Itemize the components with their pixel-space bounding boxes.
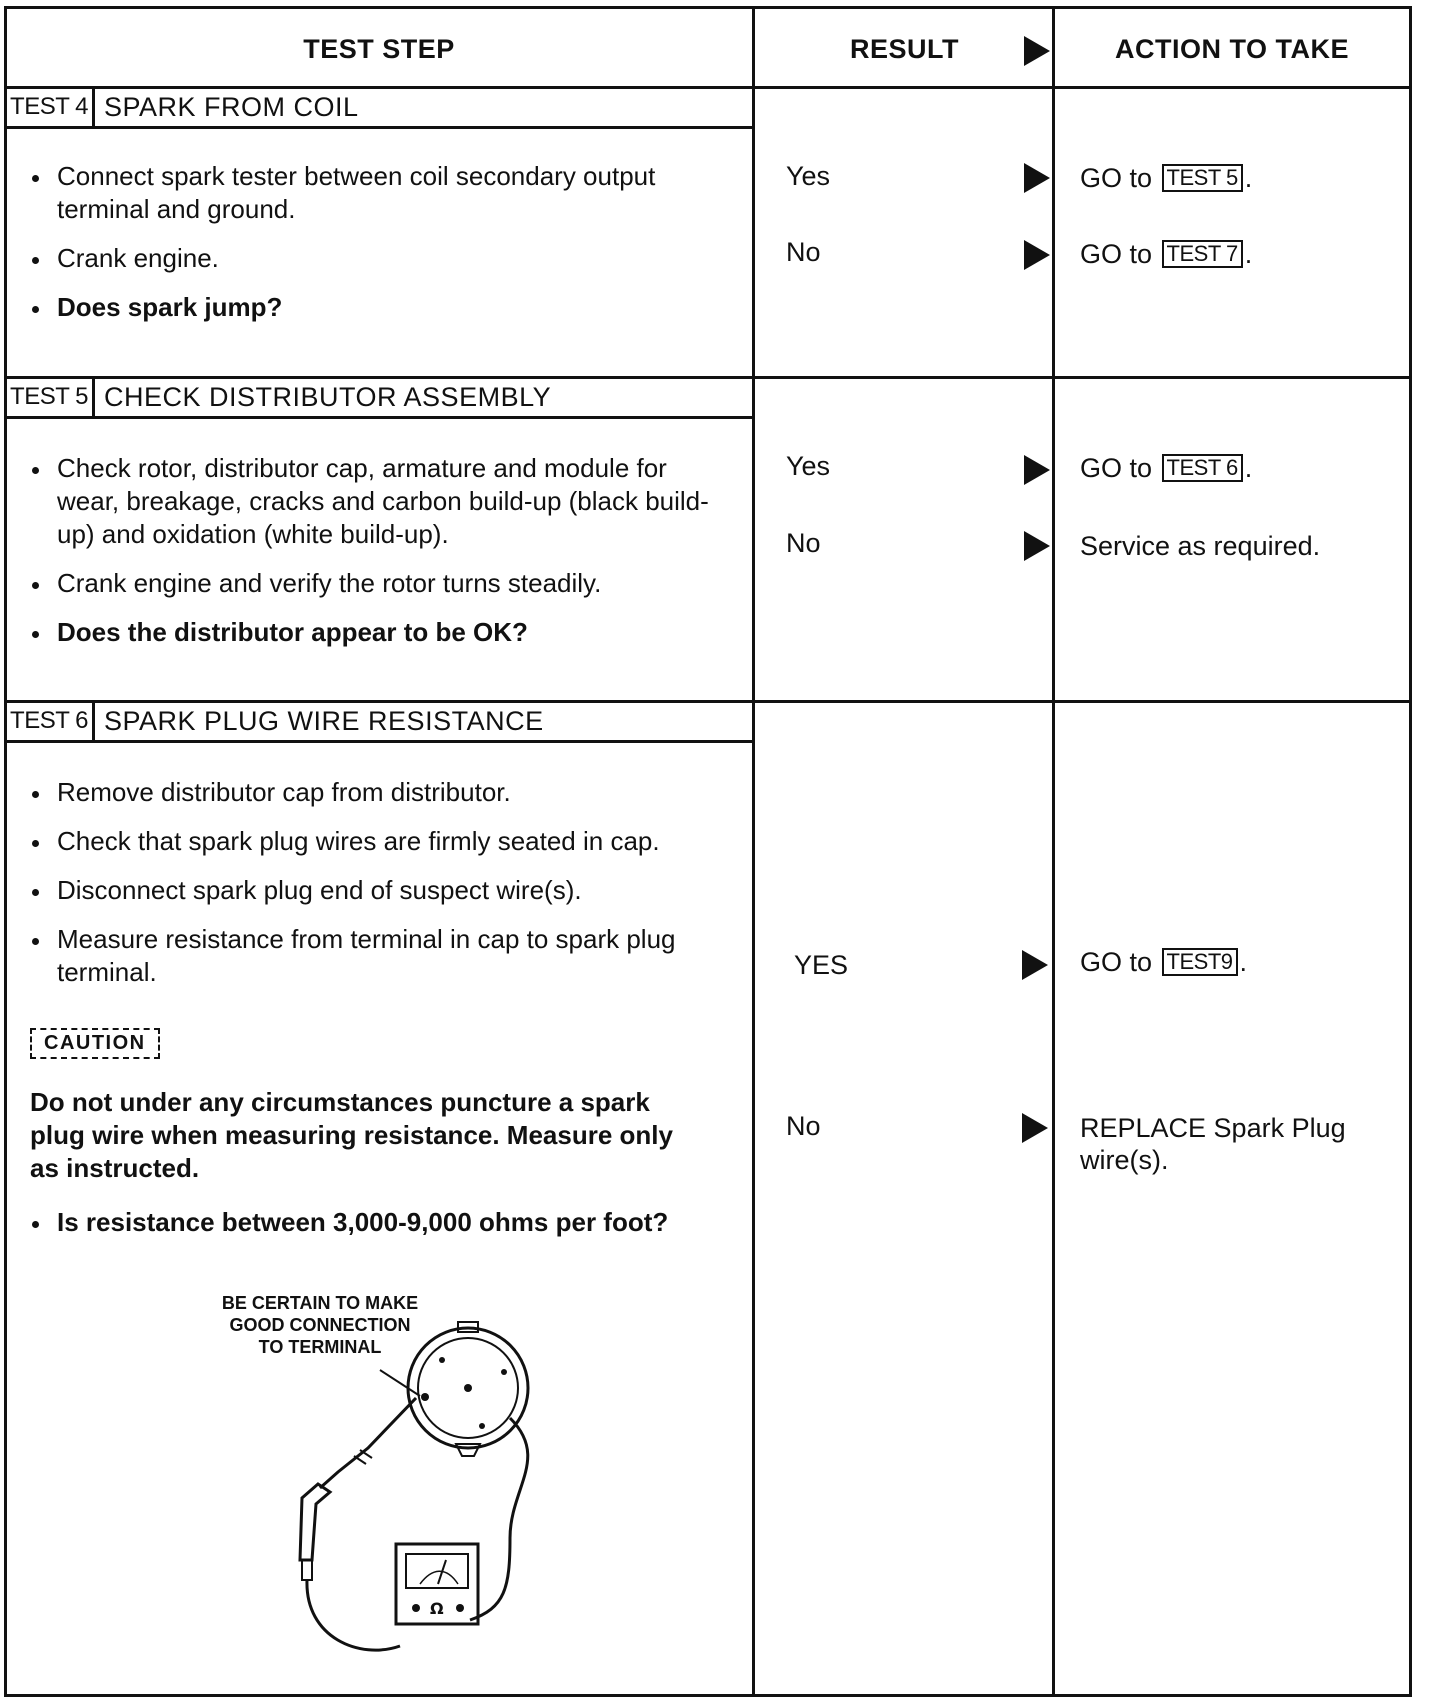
probe-lead [320, 1398, 416, 1488]
column-divider-result [752, 6, 755, 1697]
test6-steps [30, 776, 720, 1005]
test-ref-box: TEST9 [1162, 948, 1238, 976]
test5-label-divider [92, 378, 95, 418]
test6-result-no: No [786, 1111, 821, 1141]
test5-no-arrow-icon [1024, 531, 1050, 561]
test4-title: SPARK FROM COIL [104, 91, 359, 122]
test4-label-divider [92, 88, 95, 128]
meter-jack-right [456, 1604, 464, 1612]
test5-action-yes [1080, 452, 1400, 484]
cap-bolt-3 [479, 1423, 485, 1429]
test5-title: CHECK DISTRIBUTOR ASSEMBLY [104, 381, 552, 412]
test5-title-underline [4, 416, 754, 419]
terminal-dot [421, 1393, 429, 1401]
action-period: . [1244, 239, 1253, 269]
test6-step-3: Disconnect spark plug end of suspect wire(s). [30, 874, 720, 907]
test6-no-arrow-icon [1022, 1113, 1048, 1143]
header-result: RESULT [850, 33, 959, 64]
test5-label: TEST 5 [10, 383, 88, 410]
test4-result-no: No [786, 237, 821, 267]
header-action: ACTION TO TAKE [1115, 33, 1349, 64]
test6-result-yes: YES [794, 950, 849, 980]
table-left-border [4, 6, 7, 1697]
table-right-border [1409, 6, 1412, 1697]
cap-bolt-2 [501, 1369, 507, 1375]
test5-question: Does the distributor appear to be OK? [30, 616, 720, 649]
test4-no-arrow-icon [1024, 240, 1050, 270]
meter-jack-left [412, 1604, 420, 1612]
probe-tip [302, 1560, 312, 1580]
test4-result-yes: Yes [786, 161, 831, 191]
test4-yes-arrow-icon [1024, 163, 1050, 193]
column-divider-action [1052, 6, 1055, 1697]
test6-step-1: Remove distributor cap from distributor. [30, 776, 720, 809]
test6-step-4: Measure resistance from terminal in cap to spark plug terminal. [30, 923, 720, 989]
cap-center-dot [464, 1384, 472, 1392]
action-period: . [1244, 163, 1253, 193]
test5-result-no: No [786, 528, 821, 558]
test5-step-1: Check rotor, distributor cap, armature and module for wear, breakage, cracks and carbon build-up (black build-up) and oxidation (white build-up). [30, 452, 720, 551]
test6-question: Is resistance between 3,000-9,000 ohms per foot? [30, 1206, 720, 1239]
test6-title: SPARK PLUG WIRE RESISTANCE [104, 705, 544, 736]
action-text: GO to [1080, 163, 1153, 193]
figure-callout: BE CERTAIN TO MAKE GOOD CONNECTION TO TERMINAL [221, 1293, 419, 1357]
table-top-border [4, 6, 1412, 9]
test4-steps [30, 160, 720, 340]
caution-badge: CAUTION [30, 1028, 160, 1059]
lead-coupler [354, 1450, 372, 1464]
ohm-symbol: Ω [430, 1599, 444, 1618]
test4-step-1: Connect spark tester between coil secondary output terminal and ground. [30, 160, 720, 226]
action-text: GO to [1080, 947, 1153, 977]
callout-leader [380, 1370, 420, 1396]
test6-label: TEST 6 [10, 707, 88, 734]
test6-title-underline [4, 740, 754, 743]
test5-yes-arrow-icon [1024, 455, 1050, 485]
test4-action-yes [1080, 162, 1400, 194]
caution-text: Do not under any circumstances puncture a spark plug wire when measuring resistance. Measure only as instructed. [30, 1087, 673, 1183]
header-test-step: TEST STEP [303, 33, 455, 64]
test6-yes-arrow-icon [1022, 950, 1048, 980]
test6-question-list [30, 1206, 720, 1255]
test5-step-2: Crank engine and verify the rotor turns steadily. [30, 567, 720, 600]
test5-action-no: Service as required. [1080, 531, 1321, 561]
test5-result-yes: Yes [786, 451, 831, 481]
test-ref-box: TEST 7 [1162, 240, 1243, 268]
ohmmeter-distributor-figure [220, 1288, 580, 1658]
test4-label: TEST 4 [10, 93, 88, 120]
probe-handle [300, 1484, 330, 1560]
test-ref-box: TEST 6 [1162, 454, 1243, 482]
cap-bottom-clip [456, 1444, 480, 1456]
action-period: . [1244, 453, 1253, 483]
action-text: GO to [1080, 239, 1153, 269]
header-arrow-icon [1024, 36, 1050, 66]
test4-action-no [1080, 238, 1400, 270]
test6-action-no: REPLACE Spark Plug wire(s). [1080, 1113, 1346, 1175]
cap-bolt-1 [439, 1357, 445, 1363]
meter-lead-left [307, 1580, 400, 1650]
test6-label-divider [92, 702, 95, 742]
table-bottom-border [4, 1694, 1412, 1697]
test-ref-box: TEST 5 [1162, 164, 1243, 192]
action-period: . [1239, 947, 1248, 977]
test4-question: Does spark jump? [30, 291, 720, 324]
action-text: GO to [1080, 453, 1153, 483]
test4-title-underline [4, 126, 754, 129]
test6-step-2: Check that spark plug wires are firmly seated in cap. [30, 825, 720, 858]
test4-step-2: Crank engine. [30, 242, 720, 275]
test5-steps [30, 452, 720, 665]
test6-action-yes [1080, 946, 1400, 978]
